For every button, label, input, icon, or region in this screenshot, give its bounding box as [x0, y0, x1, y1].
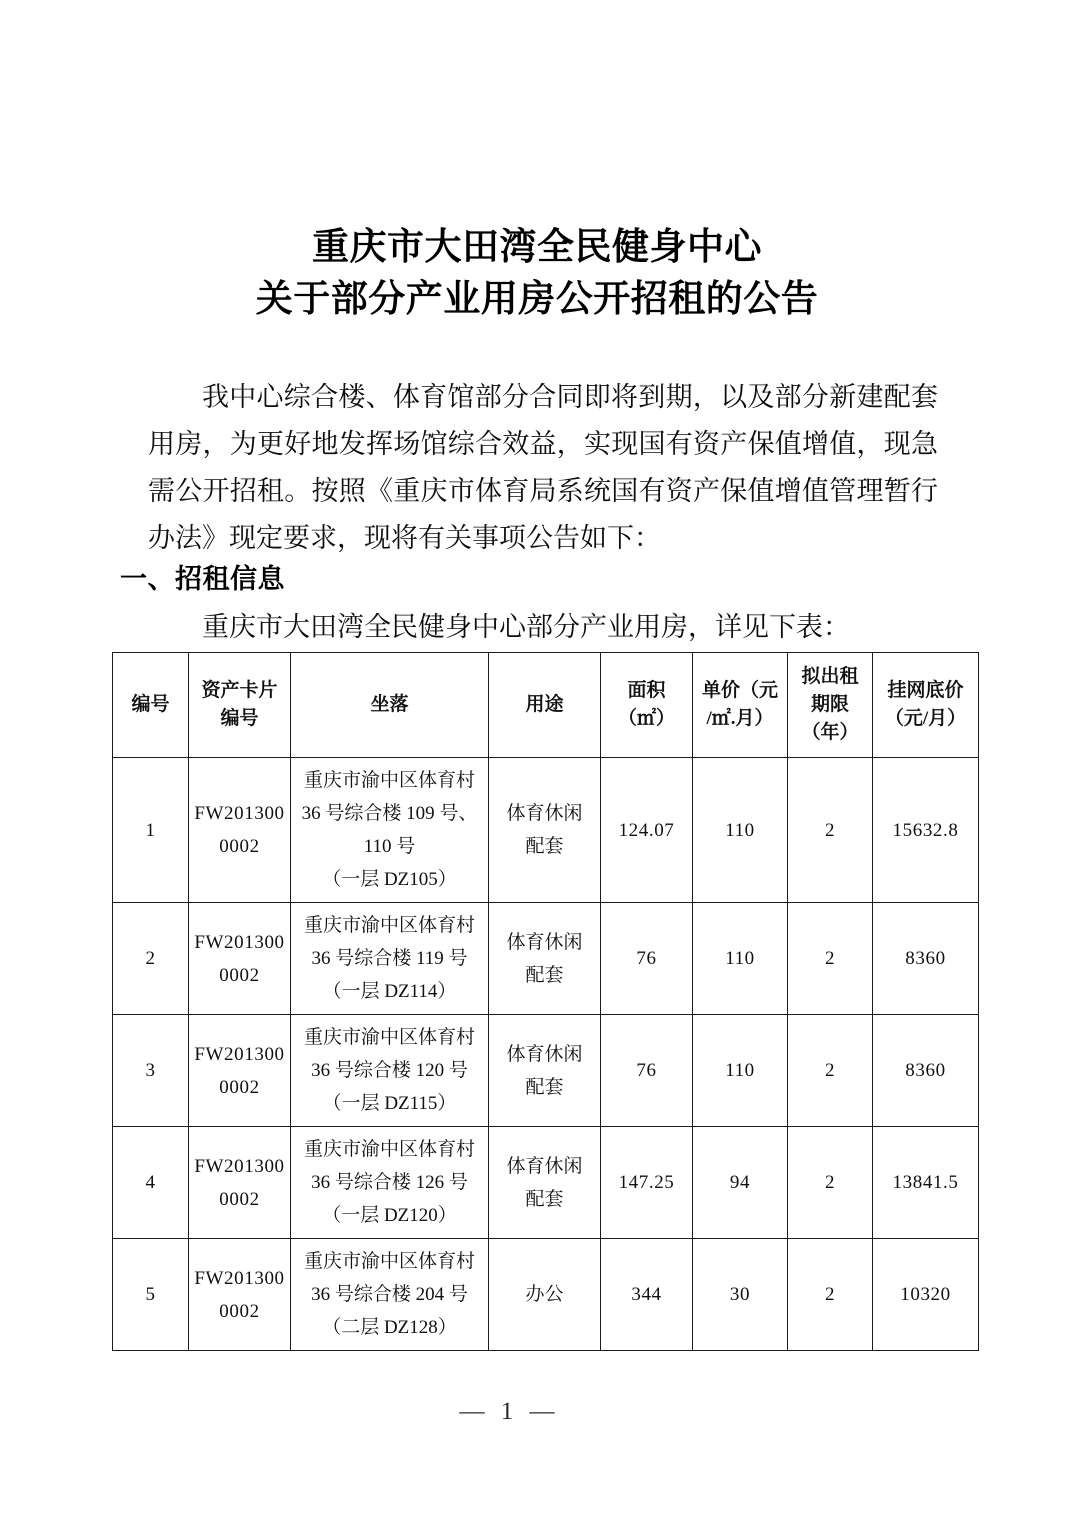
cell-id: 2 [113, 903, 189, 1015]
rental-listing-table-wrapper [112, 652, 978, 1351]
header-text-line2: 编号 [220, 708, 259, 729]
cell-text-line2: 0002 [219, 1188, 260, 1210]
cell-card-no [189, 903, 291, 1015]
cell-text-line1: 重庆市渝中区体育村 [303, 770, 475, 791]
header-text-line1: 资产卡片 [201, 680, 278, 701]
cell-area: 124.07 [601, 758, 693, 903]
cell-location [291, 1239, 489, 1351]
cell-text-line1: 体育休闲 [506, 803, 583, 824]
cell-unit-price: 30 [693, 1239, 788, 1351]
cell-unit-price: 110 [693, 758, 788, 903]
cell-term: 2 [788, 1239, 873, 1351]
cell-text-line3: （一层 DZ120） [322, 1205, 457, 1226]
column-header-area [601, 653, 693, 758]
table-row [113, 758, 979, 903]
cell-area: 344 [601, 1239, 693, 1351]
cell-location [291, 1015, 489, 1127]
cell-text-line2: 配套 [525, 1188, 564, 1210]
cell-id: 3 [113, 1015, 189, 1127]
header-text-line2: （元/月） [884, 708, 967, 729]
cell-text-line1: FW201300 [194, 1043, 285, 1065]
cell-text-line1: FW201300 [194, 931, 285, 953]
cell-use [489, 1127, 601, 1239]
cell-use [489, 758, 601, 903]
cell-use [489, 1015, 601, 1127]
header-text-line1: 挂网底价 [887, 680, 964, 701]
cell-use [489, 903, 601, 1015]
header-text: 编号 [131, 694, 170, 715]
cell-base-price: 13841.5 [873, 1127, 979, 1239]
header-text-line1: 拟出租 [801, 666, 859, 687]
header-text-line3: （年） [801, 722, 859, 743]
table-intro-line: 重庆市大田湾全民健身中心部分产业用房，详见下表： [202, 612, 850, 642]
header-text-line1: 面积 [627, 680, 666, 701]
cell-text-line4: （一层 DZ105） [322, 869, 457, 890]
column-header-unit-price [693, 653, 788, 758]
cell-card-no [189, 1127, 291, 1239]
cell-term: 2 [788, 1015, 873, 1127]
cell-text-line2: 配套 [525, 836, 564, 857]
page-title [0, 222, 1074, 326]
cell-card-no [189, 758, 291, 903]
table-row [113, 1239, 979, 1351]
cell-card-no [189, 1239, 291, 1351]
footer-page-number: 1 [500, 1398, 514, 1425]
footer-dash-left: — [459, 1398, 485, 1425]
intro-paragraph: 我中心综合楼、体育馆部分合同即将到期，以及部分新建配套用房，为更好地发挥场馆综合效益，实现国有资产保值增值，现急需公开招租。按照《重庆市体育局系统国有资产保值增值管理暂行办法》现定要求，现将有关事项公告如下： [148, 382, 938, 553]
header-text: 用途 [525, 694, 564, 715]
table-row [113, 903, 979, 1015]
cell-text-line3: （一层 DZ115） [322, 1093, 457, 1114]
cell-text-line1: FW201300 [194, 1155, 285, 1177]
cell-card-no [189, 1015, 291, 1127]
cell-text-line2: 0002 [219, 1300, 260, 1322]
cell-id: 1 [113, 758, 189, 903]
cell-text-line2: 0002 [219, 964, 260, 986]
cell-text-line2: 配套 [525, 964, 564, 986]
cell-text-line3: （一层 DZ114） [322, 981, 457, 1002]
cell-area: 76 [601, 903, 693, 1015]
cell-text-line3: （二层 DZ128） [322, 1317, 457, 1338]
cell-term: 2 [788, 903, 873, 1015]
cell-use [489, 1239, 601, 1351]
cell-id: 4 [113, 1127, 189, 1239]
cell-base-price: 8360 [873, 1015, 979, 1127]
column-header-term [788, 653, 873, 758]
cell-unit-price: 110 [693, 903, 788, 1015]
cell-text-line1: 体育休闲 [506, 1043, 583, 1065]
cell-text-line1: 办公 [525, 1284, 564, 1305]
cell-text-line2: 36 号综合楼 126 号 [311, 1172, 468, 1193]
section-heading-rental-info: 一、招租信息 [120, 564, 285, 594]
cell-text-line2: 配套 [525, 1076, 564, 1098]
cell-text-line1: FW201300 [194, 803, 285, 824]
body-text-block [148, 374, 938, 562]
cell-unit-price: 110 [693, 1015, 788, 1127]
rental-listing-table [112, 652, 979, 1351]
header-text: 坐落 [370, 694, 409, 715]
cell-term: 2 [788, 758, 873, 903]
cell-unit-price: 94 [693, 1127, 788, 1239]
cell-text-line2: 0002 [219, 836, 260, 857]
cell-base-price: 8360 [873, 903, 979, 1015]
column-header-id [113, 653, 189, 758]
column-header-use [489, 653, 601, 758]
cell-term: 2 [788, 1127, 873, 1239]
cell-text-line1: 重庆市渝中区体育村 [303, 1251, 475, 1272]
footer-dash-right: — [529, 1398, 555, 1425]
column-header-location [291, 653, 489, 758]
table-row [113, 1015, 979, 1127]
cell-location [291, 1127, 489, 1239]
cell-area: 76 [601, 1015, 693, 1127]
header-text-line2: /㎡.月） [706, 708, 774, 729]
cell-text-line3: 110 号 [363, 836, 416, 857]
cell-location [291, 758, 489, 903]
cell-text-line1: 重庆市渝中区体育村 [303, 915, 475, 936]
cell-text-line2: 36 号综合楼 120 号 [311, 1060, 468, 1081]
table-header-row [113, 653, 979, 758]
cell-id: 5 [113, 1239, 189, 1351]
cell-text-line1: 体育休闲 [506, 1155, 583, 1177]
table-row [113, 1127, 979, 1239]
cell-base-price: 10320 [873, 1239, 979, 1351]
cell-text-line2: 36 号综合楼 109 号、 [301, 803, 478, 824]
column-header-base-price [873, 653, 979, 758]
header-text-line2: （㎡） [617, 708, 675, 729]
cell-text-line1: 体育休闲 [506, 931, 583, 953]
cell-area: 147.25 [601, 1127, 693, 1239]
cell-location [291, 903, 489, 1015]
cell-text-line1: FW201300 [194, 1267, 285, 1289]
title-line-1: 重庆市大田湾全民健身中心 [312, 227, 762, 268]
cell-text-line1: 重庆市渝中区体育村 [303, 1139, 475, 1160]
cell-text-line2: 36 号综合楼 119 号 [311, 948, 468, 969]
cell-text-line2: 36 号综合楼 204 号 [311, 1284, 468, 1305]
page-footer [0, 1398, 1074, 1426]
title-line-2: 关于部分产业用房公开招租的公告 [255, 279, 819, 320]
cell-text-line1: 重庆市渝中区体育村 [303, 1027, 475, 1048]
header-text-line1: 单价（元 [701, 680, 778, 701]
cell-text-line2: 0002 [219, 1076, 260, 1098]
header-text-line2: 期限 [810, 694, 849, 715]
column-header-card-no [189, 653, 291, 758]
cell-base-price: 15632.8 [873, 758, 979, 903]
